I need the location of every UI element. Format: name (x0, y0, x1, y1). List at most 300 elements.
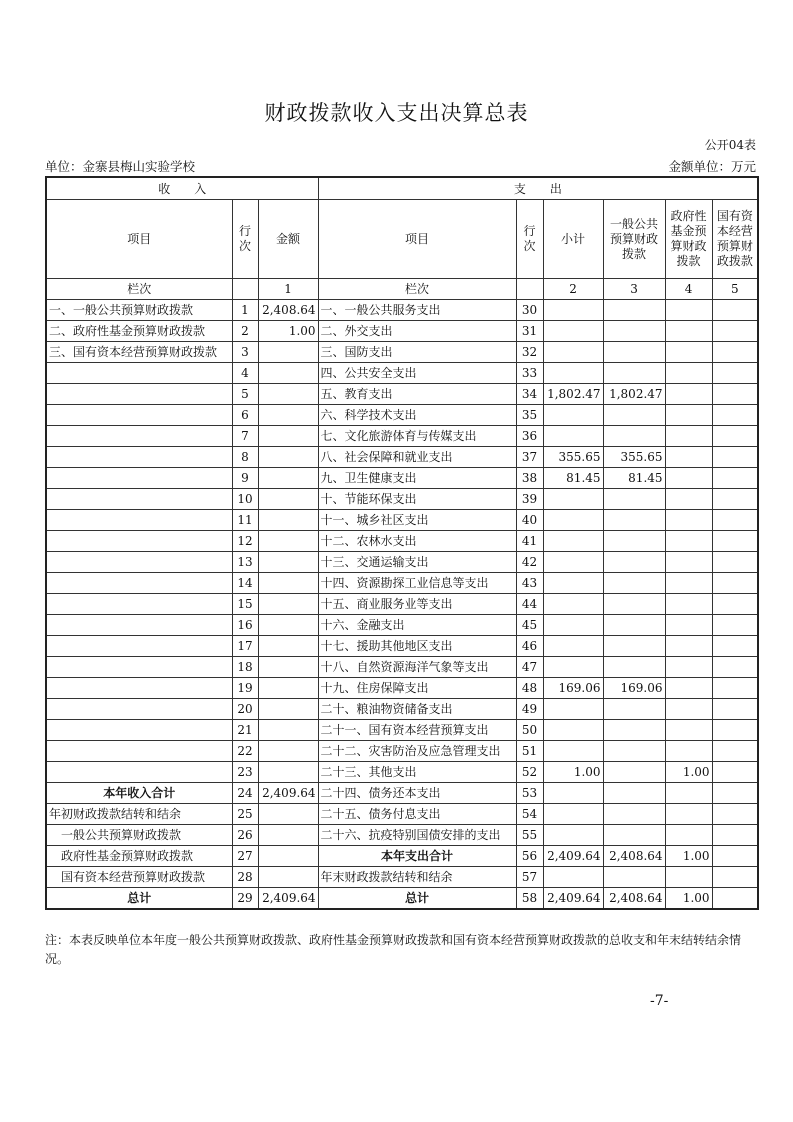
table-row (46, 636, 758, 657)
income-amount-cell: 1.00 (258, 321, 318, 342)
general-budget-cell (603, 510, 665, 531)
expense-line-cell: 32 (516, 342, 543, 363)
income-item-cell (46, 720, 232, 741)
expense-item-cell: 二、外交支出 (318, 321, 516, 342)
income-amount-cell (258, 657, 318, 678)
general-budget-cell (603, 594, 665, 615)
state-capital-cell (712, 615, 758, 636)
expense-item-cell: 十、节能环保支出 (318, 489, 516, 510)
income-header: 收 入 (46, 177, 318, 200)
general-budget-cell (603, 762, 665, 783)
expense-item-cell: 二十五、债务付息支出 (318, 804, 516, 825)
table-row (46, 384, 758, 405)
income-amount-cell: 2,408.64 (258, 300, 318, 321)
table-row (46, 468, 758, 489)
income-item-cell (46, 363, 232, 384)
subtotal-cell (543, 321, 603, 342)
gov-fund-cell (665, 804, 712, 825)
expense-item-cell: 九、卫生健康支出 (318, 468, 516, 489)
general-budget-cell (603, 657, 665, 678)
expense-line-cell: 41 (516, 531, 543, 552)
table-row (46, 678, 758, 699)
table-row (46, 888, 758, 910)
subtotal-cell (543, 804, 603, 825)
state-capital-cell (712, 762, 758, 783)
col-number-5: 5 (712, 279, 758, 300)
income-amount-cell (258, 699, 318, 720)
gov-fund-cell (665, 867, 712, 888)
state-capital-cell (712, 846, 758, 867)
expense-line-cell: 45 (516, 615, 543, 636)
income-item-cell (46, 594, 232, 615)
subtotal-header: 小计 (543, 200, 603, 279)
form-number: 公开04表 (704, 138, 756, 152)
income-item-cell: 本年收入合计 (46, 783, 232, 804)
income-line-cell: 13 (232, 552, 258, 573)
table-row (46, 573, 758, 594)
general-budget-cell (603, 321, 665, 342)
expense-item-cell: 十五、商业服务业等支出 (318, 594, 516, 615)
subtotal-cell (543, 825, 603, 846)
expense-header: 支 出 (318, 177, 758, 200)
income-line-cell: 22 (232, 741, 258, 762)
income-amount-cell (258, 405, 318, 426)
income-line-cell: 11 (232, 510, 258, 531)
gov-fund-cell (665, 510, 712, 531)
subtotal-cell (543, 741, 603, 762)
table-row (46, 615, 758, 636)
table-row (46, 531, 758, 552)
income-item-cell (46, 384, 232, 405)
income-item-cell (46, 489, 232, 510)
income-line-cell: 5 (232, 384, 258, 405)
gov-fund-cell: 1.00 (665, 846, 712, 867)
subtotal-cell (543, 615, 603, 636)
gov-fund-cell (665, 531, 712, 552)
gov-fund-cell: 1.00 (665, 888, 712, 910)
income-item-cell (46, 699, 232, 720)
table-row (46, 804, 758, 825)
income-amount-header: 金额 (258, 200, 318, 279)
subtotal-cell: 81.45 (543, 468, 603, 489)
income-item-cell (46, 405, 232, 426)
income-line-cell: 10 (232, 489, 258, 510)
general-budget-cell (603, 741, 665, 762)
state-capital-cell (712, 573, 758, 594)
expense-line-cell: 31 (516, 321, 543, 342)
income-amount-cell (258, 447, 318, 468)
income-amount-cell (258, 510, 318, 531)
gov-fund-cell (665, 699, 712, 720)
income-line-cell: 9 (232, 468, 258, 489)
state-capital-cell (712, 594, 758, 615)
gov-fund-cell (665, 615, 712, 636)
gov-fund-cell (665, 552, 712, 573)
expense-line-cell: 40 (516, 510, 543, 531)
expense-line-cell: 49 (516, 699, 543, 720)
page-number: -7- (650, 993, 669, 1009)
state-capital-cell (712, 342, 758, 363)
gov-fund-cell (665, 636, 712, 657)
table-row (46, 720, 758, 741)
expense-line-cell: 30 (516, 300, 543, 321)
subtotal-cell: 1.00 (543, 762, 603, 783)
state-capital-cell (712, 678, 758, 699)
income-line-cell: 25 (232, 804, 258, 825)
income-line-cell: 2 (232, 321, 258, 342)
income-item-cell: 总计 (46, 888, 232, 910)
table-row (46, 825, 758, 846)
expense-line-cell: 51 (516, 741, 543, 762)
table-row (46, 846, 758, 867)
income-item-cell (46, 573, 232, 594)
general-budget-cell (603, 489, 665, 510)
gov-fund-cell (665, 720, 712, 741)
state-capital-cell (712, 657, 758, 678)
gov-fund-cell (665, 594, 712, 615)
expense-item-cell: 十七、援助其他地区支出 (318, 636, 516, 657)
subtotal-cell (543, 489, 603, 510)
income-line-cell: 8 (232, 447, 258, 468)
income-amount-cell (258, 615, 318, 636)
gov-fund-cell (665, 342, 712, 363)
subtotal-cell (543, 636, 603, 657)
income-amount-cell (258, 867, 318, 888)
income-line-cell: 19 (232, 678, 258, 699)
subtotal-cell: 2,409.64 (543, 846, 603, 867)
state-capital-cell (712, 867, 758, 888)
state-capital-cell (712, 531, 758, 552)
general-budget-cell (603, 867, 665, 888)
expense-item-cell: 二十一、国有资本经营预算支出 (318, 720, 516, 741)
col-number-4: 4 (665, 279, 712, 300)
expense-item-cell: 一、一般公共服务支出 (318, 300, 516, 321)
income-item-cell (46, 741, 232, 762)
table-row (46, 342, 758, 363)
general-budget-cell (603, 720, 665, 741)
general-budget-cell (603, 405, 665, 426)
income-line-cell: 3 (232, 342, 258, 363)
state-capital-header: 国有资本经营预算财政拨款 (712, 200, 758, 279)
income-amount-cell (258, 489, 318, 510)
expense-line-cell: 55 (516, 825, 543, 846)
gov-fund-cell (665, 363, 712, 384)
general-budget-cell (603, 615, 665, 636)
general-budget-cell: 2,408.64 (603, 846, 665, 867)
table-row (46, 510, 758, 531)
expense-line-cell: 37 (516, 447, 543, 468)
state-capital-cell (712, 699, 758, 720)
table-row (46, 321, 758, 342)
general-budget-cell: 2,408.64 (603, 888, 665, 910)
income-line-cell: 17 (232, 636, 258, 657)
state-capital-cell (712, 426, 758, 447)
general-budget-cell (603, 363, 665, 384)
table-row (46, 699, 758, 720)
col-number-3: 3 (603, 279, 665, 300)
income-amount-cell (258, 384, 318, 405)
income-line-cell: 29 (232, 888, 258, 910)
expense-item-cell: 七、文化旅游体育与传媒支出 (318, 426, 516, 447)
expense-line-cell: 35 (516, 405, 543, 426)
expense-line-cell: 58 (516, 888, 543, 910)
expense-col-label: 栏次 (318, 279, 516, 300)
general-budget-cell: 81.45 (603, 468, 665, 489)
income-line-cell: 4 (232, 363, 258, 384)
general-budget-cell (603, 531, 665, 552)
subtotal-cell (543, 510, 603, 531)
income-line-cell: 24 (232, 783, 258, 804)
subtotal-cell (543, 867, 603, 888)
income-col-label: 栏次 (46, 279, 232, 300)
income-line-cell: 6 (232, 405, 258, 426)
income-item-cell (46, 510, 232, 531)
income-item-cell: 国有资本经营预算财政拨款 (46, 867, 232, 888)
gov-fund-cell (665, 321, 712, 342)
state-capital-cell (712, 510, 758, 531)
expense-item-cell: 十八、自然资源海洋气象等支出 (318, 657, 516, 678)
expense-item-cell: 三、国防支出 (318, 342, 516, 363)
subtotal-cell (543, 573, 603, 594)
table-row (46, 594, 758, 615)
gov-fund-cell (665, 678, 712, 699)
table-row (46, 867, 758, 888)
income-amount-cell (258, 468, 318, 489)
expense-line-cell: 50 (516, 720, 543, 741)
expense-line-cell: 36 (516, 426, 543, 447)
money-unit-label: 金额单位：万元 (668, 159, 756, 174)
subtotal-cell (543, 531, 603, 552)
income-item-cell (46, 762, 232, 783)
income-amount-cell: 2,409.64 (258, 888, 318, 910)
table-row (46, 426, 758, 447)
col-number-1: 1 (258, 279, 318, 300)
income-line-cell: 1 (232, 300, 258, 321)
table-row (46, 783, 758, 804)
table-row (46, 552, 758, 573)
income-amount-cell (258, 594, 318, 615)
gov-fund-cell (665, 741, 712, 762)
table-row (46, 447, 758, 468)
expense-line-cell: 57 (516, 867, 543, 888)
subtotal-cell: 355.65 (543, 447, 603, 468)
expense-line-cell: 52 (516, 762, 543, 783)
expense-item-cell: 二十三、其他支出 (318, 762, 516, 783)
income-amount-cell (258, 825, 318, 846)
state-capital-cell (712, 405, 758, 426)
expense-item-cell: 四、公共安全支出 (318, 363, 516, 384)
gov-fund-cell (665, 447, 712, 468)
expense-item-cell: 总计 (318, 888, 516, 910)
subtotal-cell (543, 720, 603, 741)
income-amount-cell (258, 363, 318, 384)
empty-cell (516, 279, 543, 300)
expense-item-cell: 十四、资源勘探工业信息等支出 (318, 573, 516, 594)
income-line-cell: 23 (232, 762, 258, 783)
state-capital-cell (712, 720, 758, 741)
expense-line-cell: 39 (516, 489, 543, 510)
expense-item-cell: 十九、住房保障支出 (318, 678, 516, 699)
state-capital-cell (712, 489, 758, 510)
unit-label: 单位：金寨县梅山实验学校 (45, 159, 196, 174)
table-row (46, 762, 758, 783)
income-item-cell: 二、政府性基金预算财政拨款 (46, 321, 232, 342)
income-line-header: 行次 (232, 200, 258, 279)
expense-item-cell: 本年支出合计 (318, 846, 516, 867)
gov-fund-cell (665, 783, 712, 804)
income-amount-cell (258, 678, 318, 699)
gov-fund-cell (665, 657, 712, 678)
income-item-cell (46, 657, 232, 678)
expense-item-cell: 二十、粮油物资储备支出 (318, 699, 516, 720)
subtotal-cell (543, 552, 603, 573)
income-item-cell (46, 426, 232, 447)
general-budget-cell: 355.65 (603, 447, 665, 468)
expense-line-header: 行次 (516, 200, 543, 279)
state-capital-cell (712, 741, 758, 762)
state-capital-cell (712, 804, 758, 825)
income-amount-cell (258, 804, 318, 825)
expense-item-cell: 五、教育支出 (318, 384, 516, 405)
income-amount-cell (258, 720, 318, 741)
income-line-cell: 27 (232, 846, 258, 867)
general-budget-cell: 1,802.47 (603, 384, 665, 405)
expense-line-cell: 53 (516, 783, 543, 804)
income-amount-cell (258, 636, 318, 657)
general-budget-cell (603, 342, 665, 363)
subtotal-cell (543, 657, 603, 678)
general-budget-cell (603, 426, 665, 447)
general-budget-cell (603, 300, 665, 321)
income-amount-cell (258, 573, 318, 594)
general-budget-cell (603, 573, 665, 594)
income-line-cell: 21 (232, 720, 258, 741)
gov-fund-cell (665, 468, 712, 489)
table-row (46, 300, 758, 321)
subtotal-cell (543, 405, 603, 426)
income-line-cell: 18 (232, 657, 258, 678)
gov-fund-cell (665, 573, 712, 594)
expense-line-cell: 33 (516, 363, 543, 384)
general-budget-cell (603, 804, 665, 825)
expense-line-cell: 38 (516, 468, 543, 489)
income-amount-cell (258, 531, 318, 552)
expense-item-cell: 十二、农林水支出 (318, 531, 516, 552)
table-row (46, 363, 758, 384)
expense-item-cell: 十六、金融支出 (318, 615, 516, 636)
footnote: 注：本表反映单位本年度一般公共预算财政拨款、政府性基金预算财政拨款和国有资本经营预算财政拨款的总收支和年末结转结余情况。 (45, 933, 742, 966)
income-amount-cell (258, 741, 318, 762)
state-capital-cell (712, 783, 758, 804)
table-row (46, 405, 758, 426)
income-item-cell (46, 678, 232, 699)
income-amount-cell (258, 762, 318, 783)
state-capital-cell (712, 468, 758, 489)
income-item-cell (46, 531, 232, 552)
table-body (46, 300, 758, 910)
subtotal-cell (543, 594, 603, 615)
income-amount-cell (258, 426, 318, 447)
income-item-cell: 年初财政拨款结转和结余 (46, 804, 232, 825)
state-capital-cell (712, 363, 758, 384)
table-row (46, 489, 758, 510)
income-line-cell: 7 (232, 426, 258, 447)
income-item-cell (46, 468, 232, 489)
subtotal-cell (543, 363, 603, 384)
general-budget-cell (603, 825, 665, 846)
income-line-cell: 15 (232, 594, 258, 615)
expense-item-cell: 二十四、债务还本支出 (318, 783, 516, 804)
gov-fund-cell (665, 825, 712, 846)
income-item-cell: 一般公共预算财政拨款 (46, 825, 232, 846)
subtotal-cell: 1,802.47 (543, 384, 603, 405)
income-line-cell: 28 (232, 867, 258, 888)
income-item-cell: 三、国有资本经营预算财政拨款 (46, 342, 232, 363)
expense-item-cell: 二十二、灾害防治及应急管理支出 (318, 741, 516, 762)
gov-fund-cell (665, 489, 712, 510)
subtotal-cell: 2,409.64 (543, 888, 603, 910)
expense-line-cell: 42 (516, 552, 543, 573)
state-capital-cell (712, 552, 758, 573)
gov-fund-cell (665, 426, 712, 447)
state-capital-cell (712, 447, 758, 468)
income-line-cell: 14 (232, 573, 258, 594)
income-item-header: 项目 (46, 200, 232, 279)
income-item-cell (46, 552, 232, 573)
general-budget-cell (603, 783, 665, 804)
income-item-cell (46, 615, 232, 636)
income-item-cell: 政府性基金预算财政拨款 (46, 846, 232, 867)
gov-fund-cell (665, 405, 712, 426)
table-row (46, 657, 758, 678)
state-capital-cell (712, 300, 758, 321)
gov-fund-cell (665, 384, 712, 405)
subtotal-cell (543, 342, 603, 363)
income-amount-cell (258, 552, 318, 573)
expense-item-cell: 年末财政拨款结转和结余 (318, 867, 516, 888)
expense-item-cell: 二十六、抗疫特别国债安排的支出 (318, 825, 516, 846)
general-budget-cell (603, 552, 665, 573)
expense-line-cell: 43 (516, 573, 543, 594)
general-budget-cell (603, 699, 665, 720)
subtotal-cell (543, 783, 603, 804)
budget-table (45, 176, 759, 910)
income-line-cell: 26 (232, 825, 258, 846)
state-capital-cell (712, 825, 758, 846)
expense-line-cell: 48 (516, 678, 543, 699)
state-capital-cell (712, 321, 758, 342)
state-capital-cell (712, 888, 758, 910)
expense-line-cell: 46 (516, 636, 543, 657)
expense-item-cell: 八、社会保障和就业支出 (318, 447, 516, 468)
gov-fund-cell: 1.00 (665, 762, 712, 783)
state-capital-cell (712, 384, 758, 405)
general-budget-cell (603, 636, 665, 657)
income-amount-cell (258, 846, 318, 867)
gov-fund-header: 政府性基金预算财政拨款 (665, 200, 712, 279)
income-item-cell (46, 447, 232, 468)
expense-item-cell: 六、科学技术支出 (318, 405, 516, 426)
income-amount-cell (258, 342, 318, 363)
expense-line-cell: 44 (516, 594, 543, 615)
gov-fund-cell (665, 300, 712, 321)
expense-line-cell: 54 (516, 804, 543, 825)
income-line-cell: 20 (232, 699, 258, 720)
income-item-cell (46, 636, 232, 657)
general-budget-header: 一般公共预算财政拨款 (603, 200, 665, 279)
state-capital-cell (712, 636, 758, 657)
col-number-2: 2 (543, 279, 603, 300)
